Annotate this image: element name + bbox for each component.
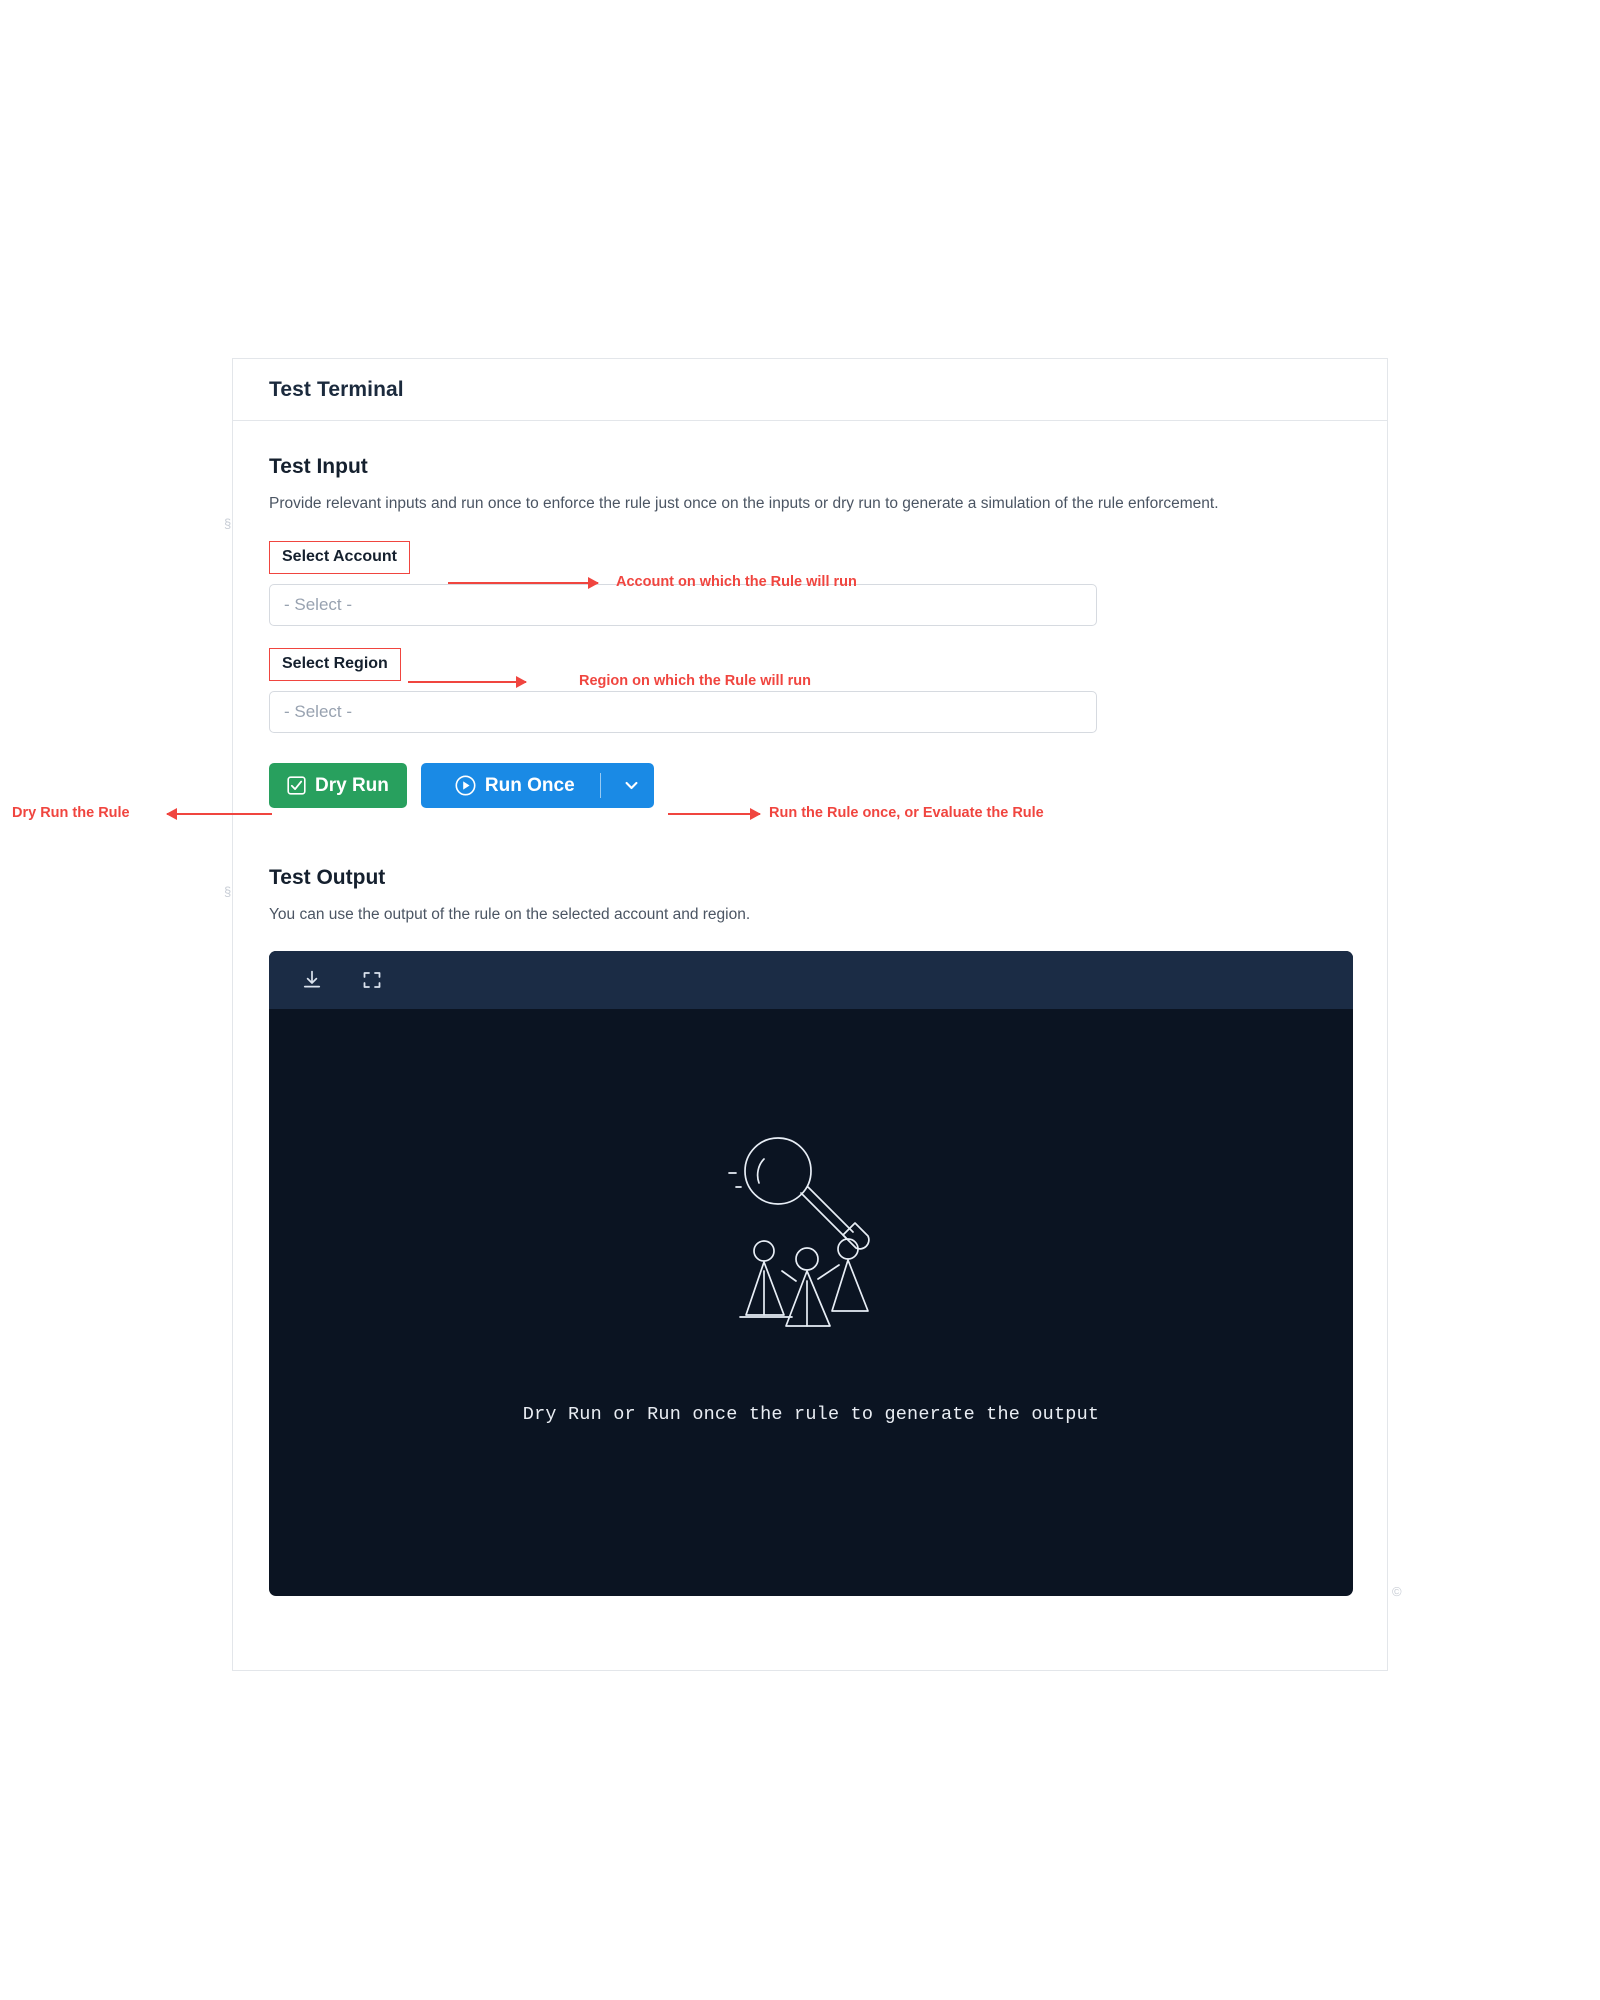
annotation-label-region: Region on which the Rule will run <box>579 673 811 689</box>
play-circle-icon <box>455 775 476 796</box>
run-once-button-group <box>421 763 654 808</box>
background-fragment-left-2: § <box>224 884 232 899</box>
select-region-label: Select Region <box>282 655 388 673</box>
terminal-empty-message: Dry Run or Run once the rule to generate the output <box>522 1403 1100 1425</box>
annotation-arrow-run-once <box>668 813 760 815</box>
select-account-dropdown[interactable] <box>269 584 1097 626</box>
background-fragment-right: © <box>1392 1584 1402 1599</box>
annotation-label-dry-run: Dry Run the Rule <box>12 805 130 821</box>
annotation-arrow-region <box>408 681 526 683</box>
test-input-heading: Test Input <box>269 455 368 478</box>
panel-body <box>233 421 1387 1596</box>
test-input-description: Provide relevant inputs and run once to enforce the rule just once on the inputs or dry run to generate a simulation of the rule enforcement. <box>269 495 1219 512</box>
test-output-heading: Test Output <box>269 866 386 890</box>
annotation-label-run-once: Run the Rule once, or Evaluate the Rule <box>769 805 1044 821</box>
select-account-label-box <box>269 541 410 574</box>
annotation-label-account: Account on which the Rule will run <box>616 574 857 590</box>
test-terminal-panel <box>232 358 1388 1671</box>
background-fragment-left: § <box>224 516 232 531</box>
dry-run-button[interactable] <box>269 763 407 808</box>
run-once-dropdown-toggle[interactable] <box>610 763 654 808</box>
annotation-arrow-account <box>448 582 598 584</box>
fullscreen-icon[interactable] <box>359 967 385 993</box>
output-terminal <box>269 951 1353 1596</box>
terminal-toolbar <box>269 951 1353 1009</box>
download-icon[interactable] <box>299 967 325 993</box>
test-output-description: You can use the output of the rule on the selected account and region. <box>269 906 751 924</box>
select-region-dropdown[interactable] <box>269 691 1097 733</box>
select-account-label: Select Account <box>282 548 397 566</box>
page-title: Test Terminal <box>269 377 404 401</box>
select-region-label-box <box>269 648 401 681</box>
run-once-button-label: Run Once <box>484 774 575 796</box>
checkbox-icon <box>287 776 306 795</box>
select-account-value: - Select - <box>284 595 353 615</box>
annotation-arrow-dry-run <box>167 813 272 815</box>
panel-header <box>233 359 1387 421</box>
chevron-down-icon <box>623 777 640 794</box>
action-button-row <box>269 763 1351 808</box>
run-once-button[interactable] <box>439 763 591 808</box>
terminal-body <box>269 1009 1353 1596</box>
button-divider <box>600 773 601 798</box>
select-region-value: - Select - <box>284 702 353 722</box>
dry-run-button-label: Dry Run <box>315 774 389 796</box>
magnifying-glass-people-illustration <box>696 1119 926 1349</box>
